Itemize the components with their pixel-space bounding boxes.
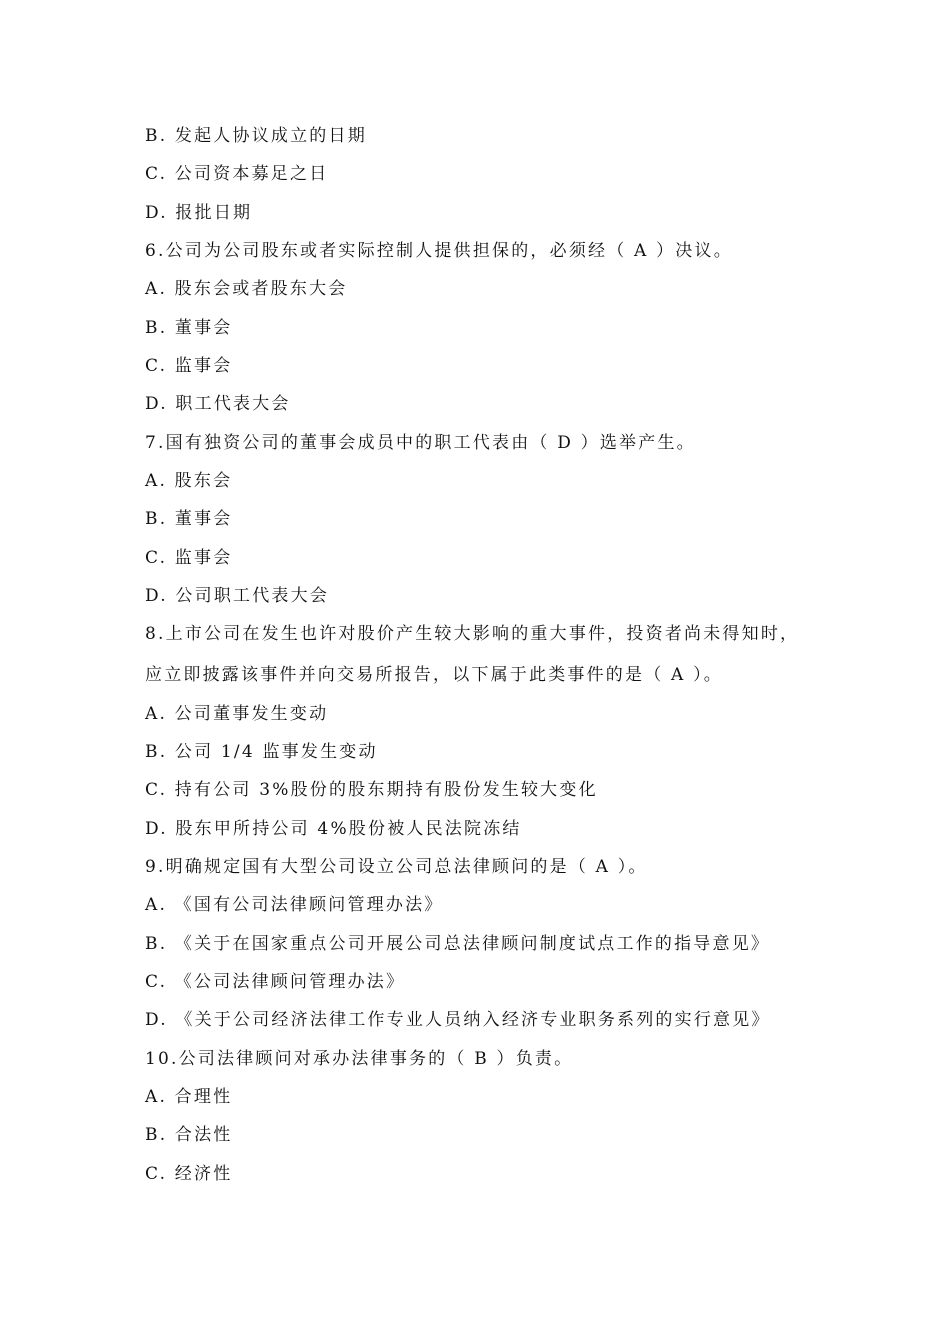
option-d-q6: D. 职工代表大会: [145, 394, 291, 414]
option-c-q6: C. 监事会: [145, 356, 233, 376]
option-c-q9: C. 《公司法律顾问管理办法》: [145, 972, 406, 992]
option-c-q7: C. 监事会: [145, 548, 233, 568]
option-b-q5: B. 发起人协议成立的日期: [145, 126, 367, 146]
option-b-q7: B. 董事会: [145, 509, 233, 529]
option-d-q5: D. 报批日期: [145, 203, 253, 223]
option-d-q7: D. 公司职工代表大会: [145, 586, 330, 606]
question-10: 10.公司法律顾问对承办法律事务的（ B ）负责。: [145, 1049, 574, 1069]
option-c-q10: C. 经济性: [145, 1164, 233, 1184]
option-a-q10: A. 合理性: [145, 1087, 233, 1107]
question-6: 6.公司为公司股东或者实际控制人提供担保的，必须经（ A ）决议。: [145, 241, 733, 261]
option-b-q8: B. 公司 1/4 监事发生变动: [145, 742, 378, 762]
option-a-q9: A. 《国有公司法律顾问管理办法》: [145, 895, 444, 915]
question-8-line-1: 8.上市公司在发生也许对股价产生较大影响的重大事件，投资者尚未得知时，: [145, 624, 800, 644]
option-c-q5: C. 公司资本募足之日: [145, 164, 329, 184]
question-8-line-2: 应立即披露该事件并向交易所报告，以下属于此类事件的是（ A ）。: [145, 665, 723, 685]
option-a-q6: A. 股东会或者股东大会: [145, 279, 348, 299]
option-c-q8: C. 持有公司 3%股份的股东期持有股份发生较大变化: [145, 780, 598, 800]
question-9: 9.明确规定国有大型公司设立公司总法律顾问的是（ A ）。: [145, 857, 648, 877]
option-a-q7: A. 股东会: [145, 471, 233, 491]
option-b-q9: B. 《关于在国家重点公司开展公司总法律顾问制度试点工作的指导意见》: [145, 934, 771, 954]
question-7: 7.国有独资公司的董事会成员中的职工代表由（ D ）选举产生。: [145, 433, 696, 453]
option-d-q8: D. 股东甲所持公司 4%股份被人民法院冻结: [145, 819, 522, 839]
option-a-q8: A. 公司董事发生变动: [145, 704, 329, 724]
option-b-q6: B. 董事会: [145, 318, 233, 338]
option-b-q10: B. 合法性: [145, 1125, 233, 1145]
option-d-q9: D. 《关于公司经济法律工作专业人员纳入经济专业职务系列的实行意见》: [145, 1010, 771, 1030]
